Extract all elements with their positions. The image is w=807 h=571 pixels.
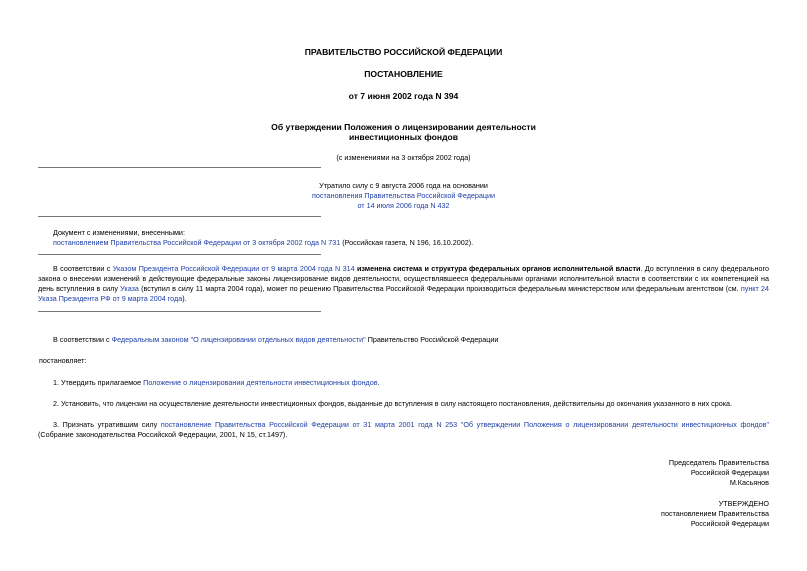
approved-block bbox=[661, 499, 769, 529]
federal-law-link[interactable]: Федеральным законом "О лицензировании отдельных видов деятельности" bbox=[111, 335, 366, 344]
divider bbox=[38, 216, 321, 217]
decree-point-link[interactable]: пункт 24 Указа Президента РФ от 9 марта 2004 года bbox=[38, 284, 769, 303]
body-intro: В соответствии с Федеральным законом "О лицензировании отдельных видов деятельности" Правительство Российской Федерации bbox=[53, 335, 499, 344]
divider bbox=[38, 311, 321, 312]
item-1: 1. Утвердить прилагаемое Положение о лицензировании деятельности инвестиционных фондов. bbox=[53, 378, 380, 387]
approved-label: УТВЕРЖДЕНО bbox=[718, 499, 769, 508]
presidential-decree-link[interactable]: Указом Президента Российской Федерации от 9 марта 2004 года N 314 bbox=[112, 264, 355, 273]
document-title-line1: Об утверждении Положения о лицензировании деятельности bbox=[271, 122, 536, 132]
repealed-decree-link[interactable]: постановление Правительства Российской Федерации от 31 марта 2001 года N 253 "Об утверждении Положения о лицензировании деятельности инвестиционных фондов" bbox=[160, 420, 769, 429]
expired-note: Утратило силу с 9 августа 2006 года на основании bbox=[319, 181, 488, 190]
signature-country: Российской Федерации bbox=[690, 468, 769, 477]
decree-link[interactable]: Указа bbox=[120, 284, 139, 293]
government-heading: ПРАВИТЕЛЬСТВО РОССИЙСКОЙ ФЕДЕРАЦИИ bbox=[304, 47, 503, 57]
document-date-number: от 7 июня 2002 года N 394 bbox=[348, 91, 459, 101]
item-3: 3. Признать утратившим силу постановление Правительства Российской Федерации от 31 марта 2001 года N 253 "Об утверждении Положения о лицензировании деятельности инвестиционных фондов" (Собрание законодательства Российской Федерации, 2001, N 15, ст.1497). bbox=[38, 420, 769, 439]
changes-link[interactable]: постановлением Правительства Российской Федерации от 3 октября 2002 года N 731 bbox=[53, 238, 341, 247]
regulation-link[interactable]: Положение о лицензировании деятельности инвестиционных фондов bbox=[143, 378, 378, 387]
changes-line bbox=[53, 238, 473, 248]
divider bbox=[38, 167, 321, 168]
divider bbox=[38, 254, 321, 255]
changes-intro: Документ с изменениями, внесенными: bbox=[53, 228, 185, 237]
document-title-line2: инвестиционных фондов bbox=[348, 132, 459, 142]
decrees-word: постановляет: bbox=[39, 356, 87, 365]
amendments-note: (с изменениями на 3 октября 2002 года) bbox=[336, 153, 471, 162]
restructuring-bold: изменена система и структура федеральных органов исполнительной власти bbox=[354, 264, 641, 273]
expired-link-line1[interactable]: постановления Правительства Российской Федерации bbox=[311, 191, 496, 200]
approved-country: Российской Федерации bbox=[690, 519, 769, 528]
signature-title: Председатель Правительства bbox=[668, 458, 769, 467]
signature-name: М.Касьянов bbox=[729, 478, 769, 487]
restructuring-note: В соответствии с Указом Президента Российской Федерации от 9 марта 2004 года N 314 изменена система и структура федеральных органов исполнительной власти. До вступления в силу федерального закона о внесении изменений в действующие федеральные законы лицензирование видов деятельности, осуществлявшееся федеральными органами исполнительной власти в соответствии с их компетенцией на день вступления в силу Указа (вступил в силу 11 марта 2004 года), может по решению Правительства Российской Федерации производиться федеральным министерством или федеральным агентством (см. пункт 24 Указа Президента РФ от 9 марта 2004 года). bbox=[38, 264, 769, 303]
item-2: 2. Установить, что лицензии на осуществление деятельности инвестиционных фондов, выданные до вступления в силу настоящего постановления, действительны до окончания указанного в них срока. bbox=[53, 399, 733, 408]
signature-block bbox=[669, 458, 769, 488]
document-type: ПОСТАНОВЛЕНИЕ bbox=[364, 69, 443, 79]
changes-source: (Российская газета, N 196, 16.10.2002). bbox=[340, 238, 474, 247]
expired-link-line2[interactable]: от 14 июля 2006 года N 432 bbox=[357, 201, 450, 210]
approved-by: постановлением Правительства bbox=[661, 509, 769, 518]
